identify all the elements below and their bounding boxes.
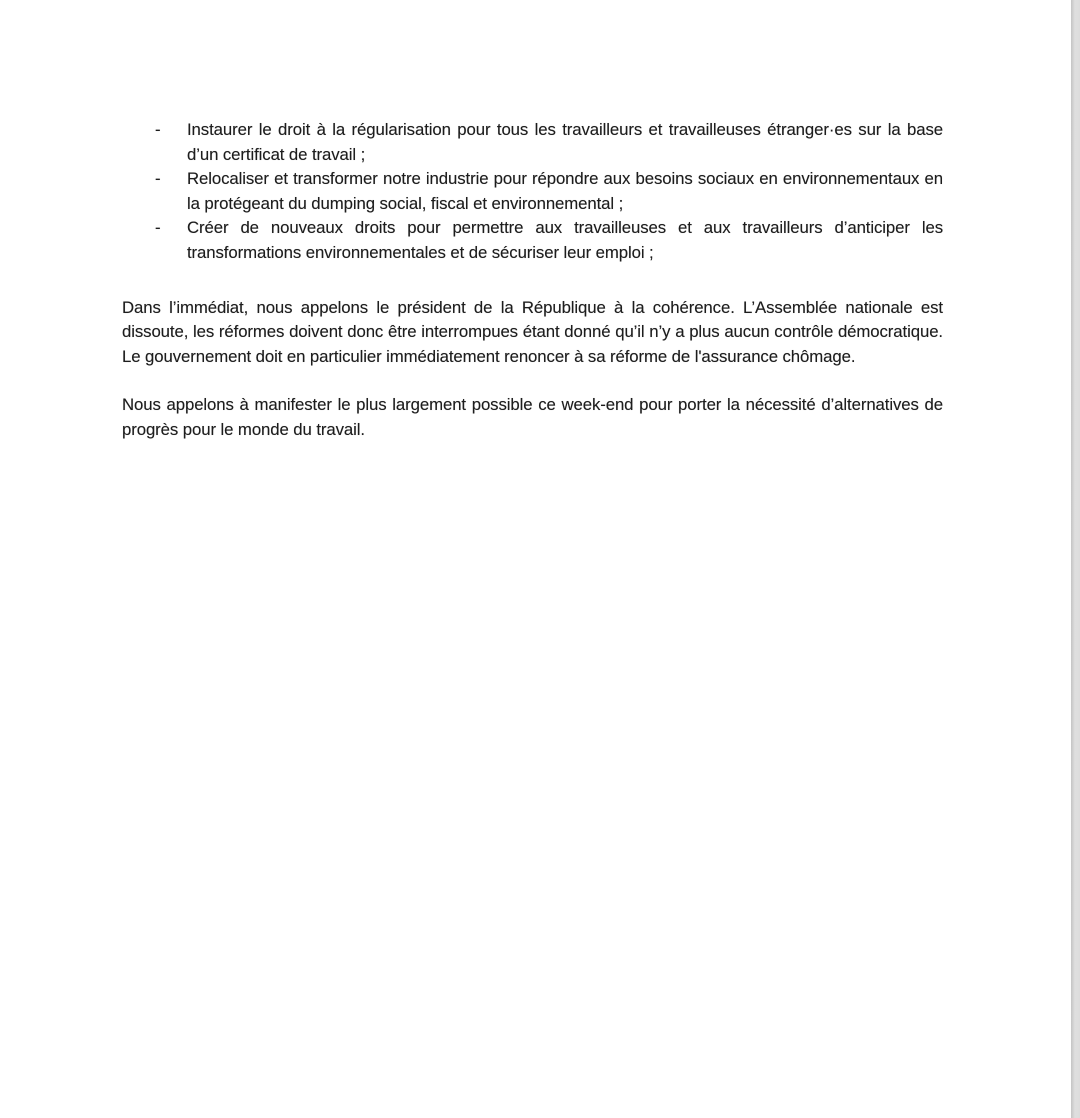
bullet-text: Créer de nouveaux droits pour permettre aux travailleuses et aux travailleurs d’anticiper les transformations environnementales et de sécuriser leur emploi ;: [187, 218, 943, 262]
bullet-marker: -: [155, 218, 161, 238]
document-text-block: [122, 118, 943, 443]
list-item: [122, 216, 943, 265]
list-item: [122, 167, 943, 216]
page-edge-shadow: [1071, 0, 1080, 1118]
bullet-list: [122, 118, 943, 266]
paragraph: Nous appelons à manifester le plus largement possible ce week-end pour porter la nécessité d’alternatives de progrès pour le monde du travail.: [122, 395, 943, 439]
bullet-text: Instaurer le droit à la régularisation pour tous les travailleurs et travailleuses étranger·es sur la base d’un certificat de travail ;: [187, 120, 943, 164]
paragraph: Dans l’immédiat, nous appelons le président de la République à la cohérence. L’Assemblée nationale est dissoute, les réformes doivent donc être interrompues étant donné qu’il n’y a plus aucun contrôle démocratique. Le gouvernement doit en particulier immédiatement renoncer à sa réforme de l'assurance chômage.: [122, 297, 943, 366]
bullet-text: Relocaliser et transformer notre industrie pour répondre aux besoins sociaux en environnementaux en la protégeant du dumping social, fiscal et environnemental ;: [187, 169, 943, 213]
bullet-marker: -: [155, 120, 161, 139]
list-item: [122, 118, 943, 167]
bullet-marker: -: [155, 169, 161, 189]
